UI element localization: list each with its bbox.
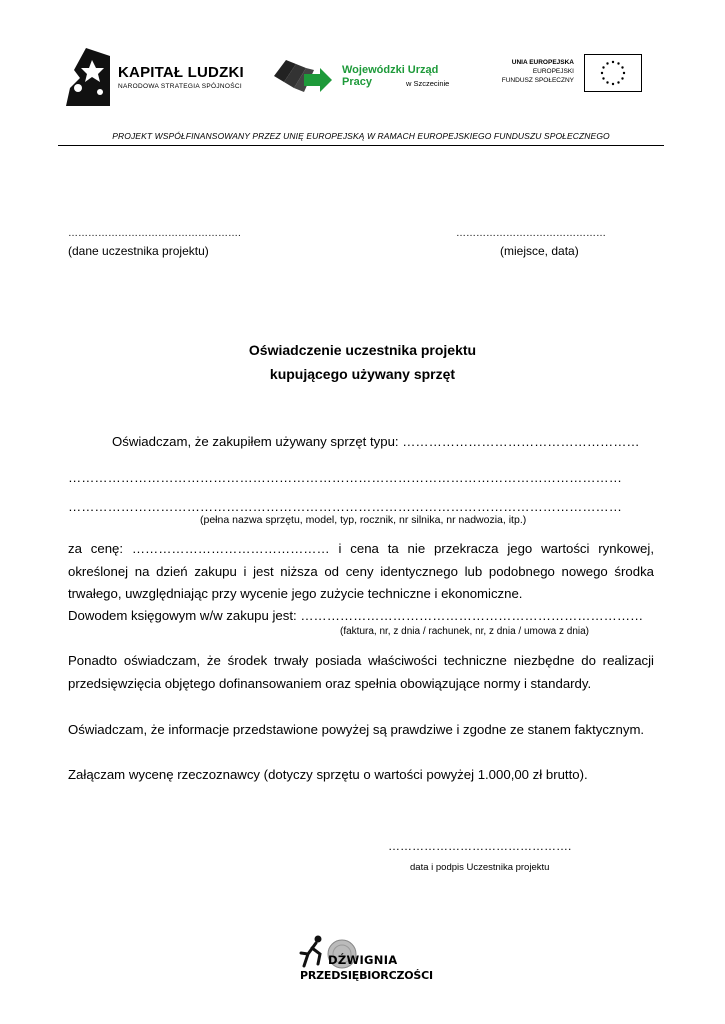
equipment-type-line: Oświadczam, że zakupiłem używany sprzęt typu: ……………………………………………… xyxy=(112,434,640,449)
signature-dots: ………………………………………. xyxy=(388,839,572,853)
place-date-dots: ……………………………………… xyxy=(456,228,606,239)
header-divider xyxy=(58,145,664,146)
kapital-ludzki-logo xyxy=(66,46,246,106)
signature-label: data i podpis Uczestnika projektu xyxy=(410,862,550,873)
eu-line-1: UNIA EUROPEJSKA xyxy=(511,59,574,66)
eu-line-2: EUROPEJSKI xyxy=(532,68,574,75)
dotted-line-2: ……………………………………………………………………………………………………………… xyxy=(68,499,622,514)
dotted-line-1: ……………………………………………………………………………………………………………… xyxy=(68,470,622,485)
eu-logo xyxy=(482,54,647,94)
participant-data-label: (dane uczestnika projektu) xyxy=(68,244,209,258)
price-line-3: trwałego, uwzględniając przy wycenie jego zużycie techniczne i ekonomiczne. xyxy=(68,586,523,601)
document-title-line-1: Oświadczenie uczestnika projektu xyxy=(248,342,477,358)
eu-line-3: FUNDUSZ SPOŁECZNY xyxy=(501,77,574,84)
wup-emblem-icon xyxy=(274,56,332,94)
price-line-1: za cenę: ……………………………………… i cena ta nie przekracza jego wartości rynkowej, xyxy=(68,541,654,556)
proof-line: Dowodem księgowym w/w zakupu jest: …………………………………………………………………… xyxy=(68,608,644,623)
document-title-line-2: kupującego używany sprzęt xyxy=(269,366,456,382)
dzwignia-logo xyxy=(298,934,433,990)
statement-3: Oświadczam, że informacje przedstawione powyżej są prawdziwe i zgodne ze stanem faktycznym. xyxy=(68,722,645,737)
statement-2-line-2: przedsięwzięcia objętego dofinansowaniem oraz spełnia obowiązujące normy i standardy. xyxy=(68,675,592,691)
wup-title: Wojewódzki Urząd Pracy xyxy=(342,64,439,88)
kapital-ludzki-emblem-icon xyxy=(66,48,110,106)
price-line-2: określonej na dzień zakupu i jest niższa od ceny identycznego lub podobnego nowego środka xyxy=(68,563,654,579)
equipment-hint: (pełna nazwa sprzętu, model, typ, rocznik, nr silnika, nr nadwozia, itp.) xyxy=(200,514,527,526)
kapital-ludzki-title: KAPITAŁ LUDZKI xyxy=(118,64,244,81)
kapital-ludzki-subtitle: NARODOWA STRATEGIA SPÓJNOŚCI xyxy=(118,83,242,90)
wup-logo xyxy=(274,54,464,96)
statement-4: Załączam wycenę rzeczoznawcy (dotyczy sprzętu o wartości powyżej 1.000,00 zł brutto). xyxy=(68,767,588,782)
dzwignia-logo-line-2: PRZEDSIĘBIORCZOŚCI xyxy=(300,969,433,982)
place-date-label: (miejsce, data) xyxy=(500,244,579,258)
eu-flag-icon xyxy=(584,54,642,92)
participant-data-dots: ……………………………………………. xyxy=(68,228,241,239)
statement-2-line-1: Ponadto oświadczam, że środek trwały posiada właściwości techniczne niezbędne do realizacji xyxy=(68,653,654,668)
dzwignia-logo-line-1: DŹWIGNIA xyxy=(328,953,398,967)
project-banner: PROJEKT WSPÓŁFINANSOWANY PRZEZ UNIĘ EUROPEJSKĄ W RAMACH EUROPEJSKIEGO FUNDUSZU SPOŁECZNEGO xyxy=(112,131,610,141)
wup-subtitle: w Szczecinie xyxy=(406,79,450,88)
proof-hint: (faktura, nr, z dnia / rachunek, nr, z dnia / umowa z dnia) xyxy=(340,626,590,637)
